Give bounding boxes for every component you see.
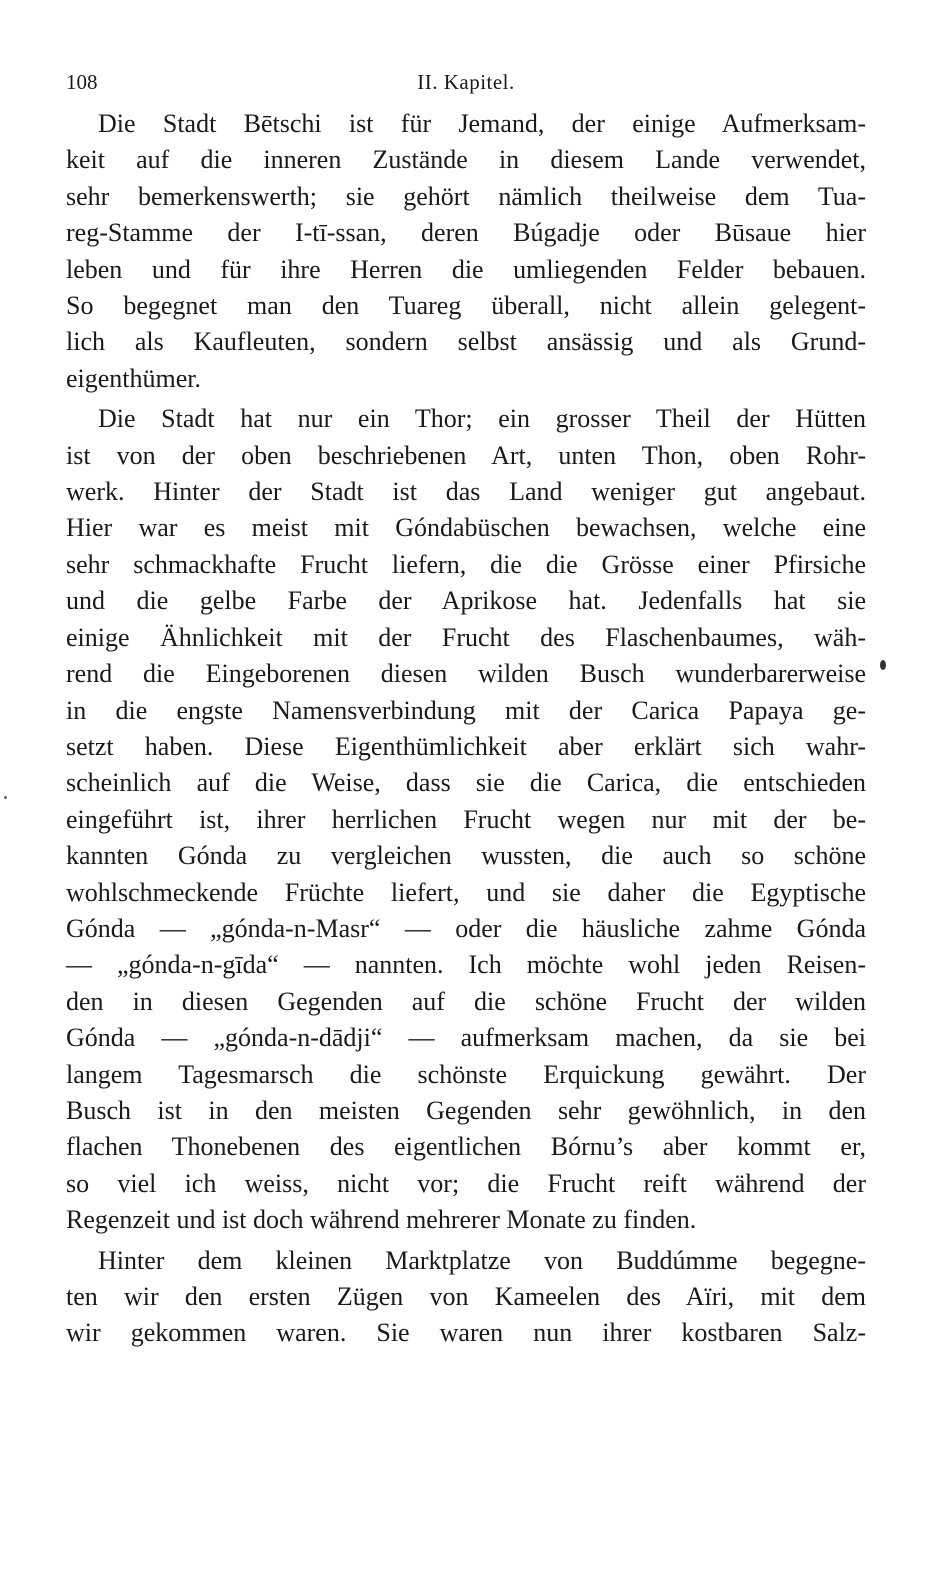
text-line: langem Tagesmarsch die schönste Erquickung gewährt. Der [66, 1059, 866, 1089]
margin-ink-mark [880, 660, 886, 670]
paragraph [66, 401, 866, 1238]
text-line: setzt haben. Diese Eigenthümlichkeit aber erklärt sich wahr- [66, 731, 866, 761]
text-line: Regenzeit und ist doch während mehrerer Monate zu finden. [66, 1205, 697, 1235]
text-line: Gónda — „gónda-n-dādji“ — aufmerksam machen, da sie bei [66, 1023, 866, 1053]
text-line: lich als Kaufleuten, sondern selbst ansässig und als Grund- [66, 327, 866, 357]
body-text [66, 106, 866, 1352]
text-line: in die engste Namensverbindung mit der Carica Papaya ge- [66, 695, 866, 725]
book-page [66, 62, 866, 1352]
paragraph [66, 1243, 866, 1352]
text-line: sehr schmackhafte Frucht liefern, die die Grösse einer Pfirsiche [66, 549, 866, 579]
text-line: Die Stadt hat nur ein Thor; ein grosser Theil der Hütten [98, 404, 866, 434]
text-line: Hinter dem kleinen Marktplatze von Buddúmme begegne- [98, 1245, 866, 1275]
text-line: Busch ist in den meisten Gegenden sehr gewöhnlich, in den [66, 1095, 866, 1125]
paragraph [66, 106, 866, 397]
text-line: — „gónda-n-gīda“ — nannten. Ich möchte wohl jeden Reisen- [66, 950, 866, 980]
text-line: reg-Stamme der I-tī-ssan, deren Búgadje oder Būsaue hier [66, 218, 866, 248]
margin-ink-dot [4, 796, 7, 799]
text-line: So begegnet man den Tuareg überall, nicht allein gelegent- [66, 291, 866, 321]
text-line: und die gelbe Farbe der Aprikose hat. Jedenfalls hat sie [66, 586, 866, 616]
text-line: flachen Thonebenen des eigentlichen Bórnu’s aber kommt er, [66, 1132, 866, 1162]
text-line: den in diesen Gegenden auf die schöne Frucht der wilden [66, 986, 866, 1016]
text-line: ist von der oben beschriebenen Art, unten Thon, oben Rohr- [66, 440, 866, 470]
text-line: leben und für ihre Herren die umliegenden Felder bebauen. [66, 254, 866, 284]
text-line: Die Stadt Bētschi ist für Jemand, der einige Aufmerksam- [98, 109, 866, 138]
text-line: Hier war es meist mit Góndabüschen bewachsen, welche eine [66, 513, 866, 543]
text-line: scheinlich auf die Weise, dass sie die Carica, die entschieden [66, 768, 866, 798]
text-line: wir gekommen waren. Sie waren nun ihrer kostbaren Salz- [66, 1318, 866, 1348]
text-line: werk. Hinter der Stadt ist das Land weniger gut angebaut. [66, 477, 866, 507]
text-line: keit auf die inneren Zustände in diesem Lande verwendet, [66, 145, 866, 175]
text-line: so viel ich weiss, nicht vor; die Frucht reift während der [66, 1168, 866, 1198]
text-line: Gónda — „gónda-n-Masr“ — oder die häusliche zahme Gónda [66, 913, 866, 943]
text-line: wohlschmeckende Früchte liefert, und sie daher die Egyptische [66, 877, 866, 907]
running-head: II. Kapitel. [417, 70, 515, 94]
page-number: 108 [66, 70, 98, 94]
text-line: einige Ähnlichkeit mit der Frucht des Flaschenbaumes, wäh- [66, 622, 866, 652]
text-line: ten wir den ersten Zügen von Kameelen des Aïri, mit dem [66, 1282, 866, 1311]
text-line: eigenthümer. [66, 363, 202, 393]
page-header [66, 62, 866, 102]
text-line: sehr bemerkenswerth; sie gehört nämlich theilweise dem Tua- [66, 181, 866, 211]
text-line: kannten Gónda zu vergleichen wussten, die auch so schöne [66, 841, 866, 871]
text-line: rend die Eingeborenen diesen wilden Busch wunderbarerweise [66, 659, 866, 689]
text-line: eingeführt ist, ihrer herrlichen Frucht wegen nur mit der be- [66, 804, 866, 834]
